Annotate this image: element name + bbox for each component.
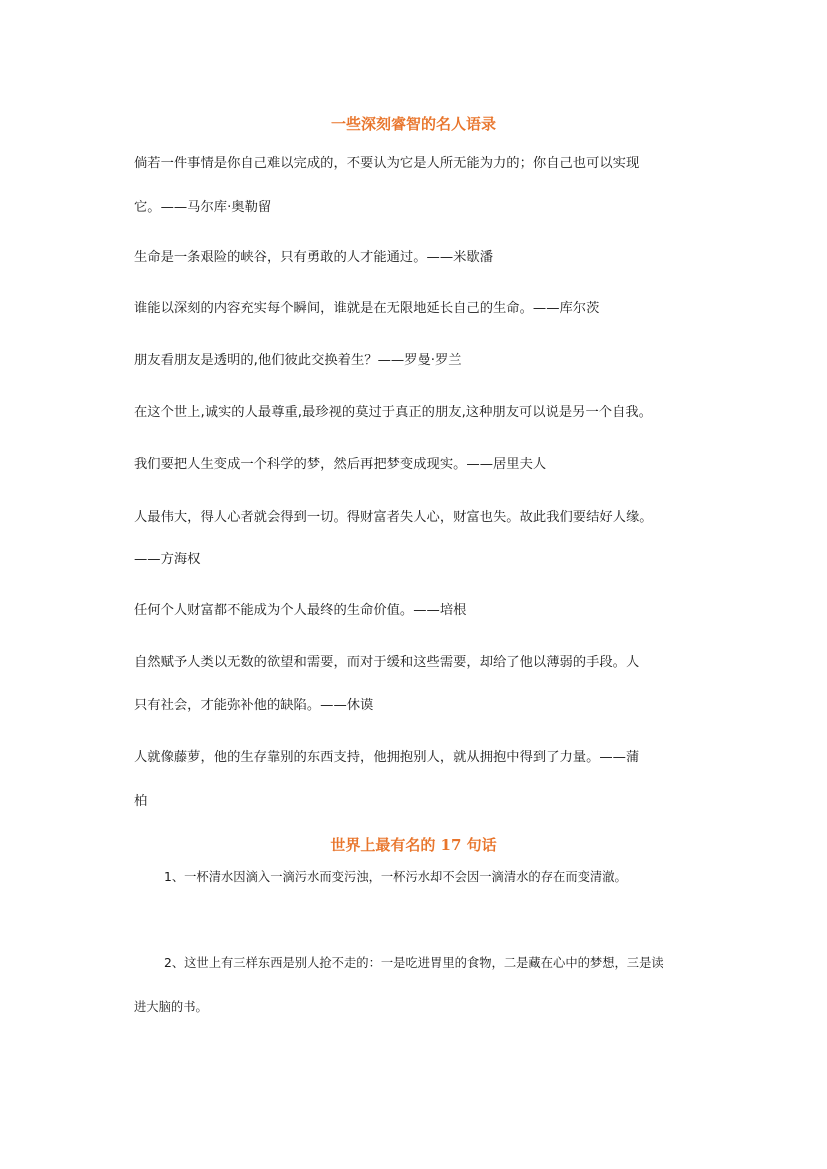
quote-line: 人就像藤萝，他的生存靠别的东西支持，他拥抱别人，就从拥抱中得到了力量。——蒲: [134, 750, 640, 765]
saying-line: 进大脑的书。: [134, 1000, 208, 1014]
quote-line: 谁能以深刻的内容充实每个瞬间，谁就是在无限地延长自己的生命。——库尔茨: [134, 301, 600, 316]
quote-line: 朋友看朋友是透明的,他们彼此交换着生？——罗曼·罗兰: [134, 353, 462, 368]
section2-title: 世界上最有名的 17 句话: [330, 836, 497, 854]
section1-title: 一些深刻睿智的名人语录: [330, 115, 496, 133]
quote-line: 在这个世上,诚实的人最尊重,最珍视的莫过于真正的朋友,这种朋友可以说是另一个自我。: [134, 405, 652, 420]
quote-line: 只有社会，才能弥补他的缺陷。——休谟: [134, 698, 374, 713]
quote-line: 生命是一条艰险的峡谷，只有勇敢的人才能通过。——米歇潘: [134, 250, 494, 265]
saying-line: 2、这世上有三样东西是别人抢不走的：一是吃进胃里的食物，二是藏在心中的梦想，三是读: [164, 956, 664, 970]
quote-line: 我们要把人生变成一个科学的梦，然后再把梦变成现实。——居里夫人: [134, 457, 547, 472]
quote-line: 人最伟大，得人心者就会得到一切。得财富者失人心，财富也失。故此我们要结好人缘。: [134, 510, 653, 525]
quote-line: 自然赋予人类以无数的欲望和需要，而对于缓和这些需要，却给了他以薄弱的手段。人: [134, 655, 640, 670]
quote-line: 倘若一件事情是你自己难以完成的，不要认为它是人所无能为力的；你自己也可以实现: [134, 156, 640, 171]
quote-line: 任何个人财富都不能成为个人最终的生命价值。——培根: [134, 603, 467, 618]
saying-line: 1、一杯清水因滴入一滴污水而变污浊，一杯污水却不会因一滴清水的存在而变清澈。: [164, 870, 627, 884]
quote-line: 柏: [134, 794, 148, 809]
quote-line: ——方海权: [134, 552, 201, 567]
quote-line: 它。——马尔库·奥勒留: [134, 200, 272, 215]
